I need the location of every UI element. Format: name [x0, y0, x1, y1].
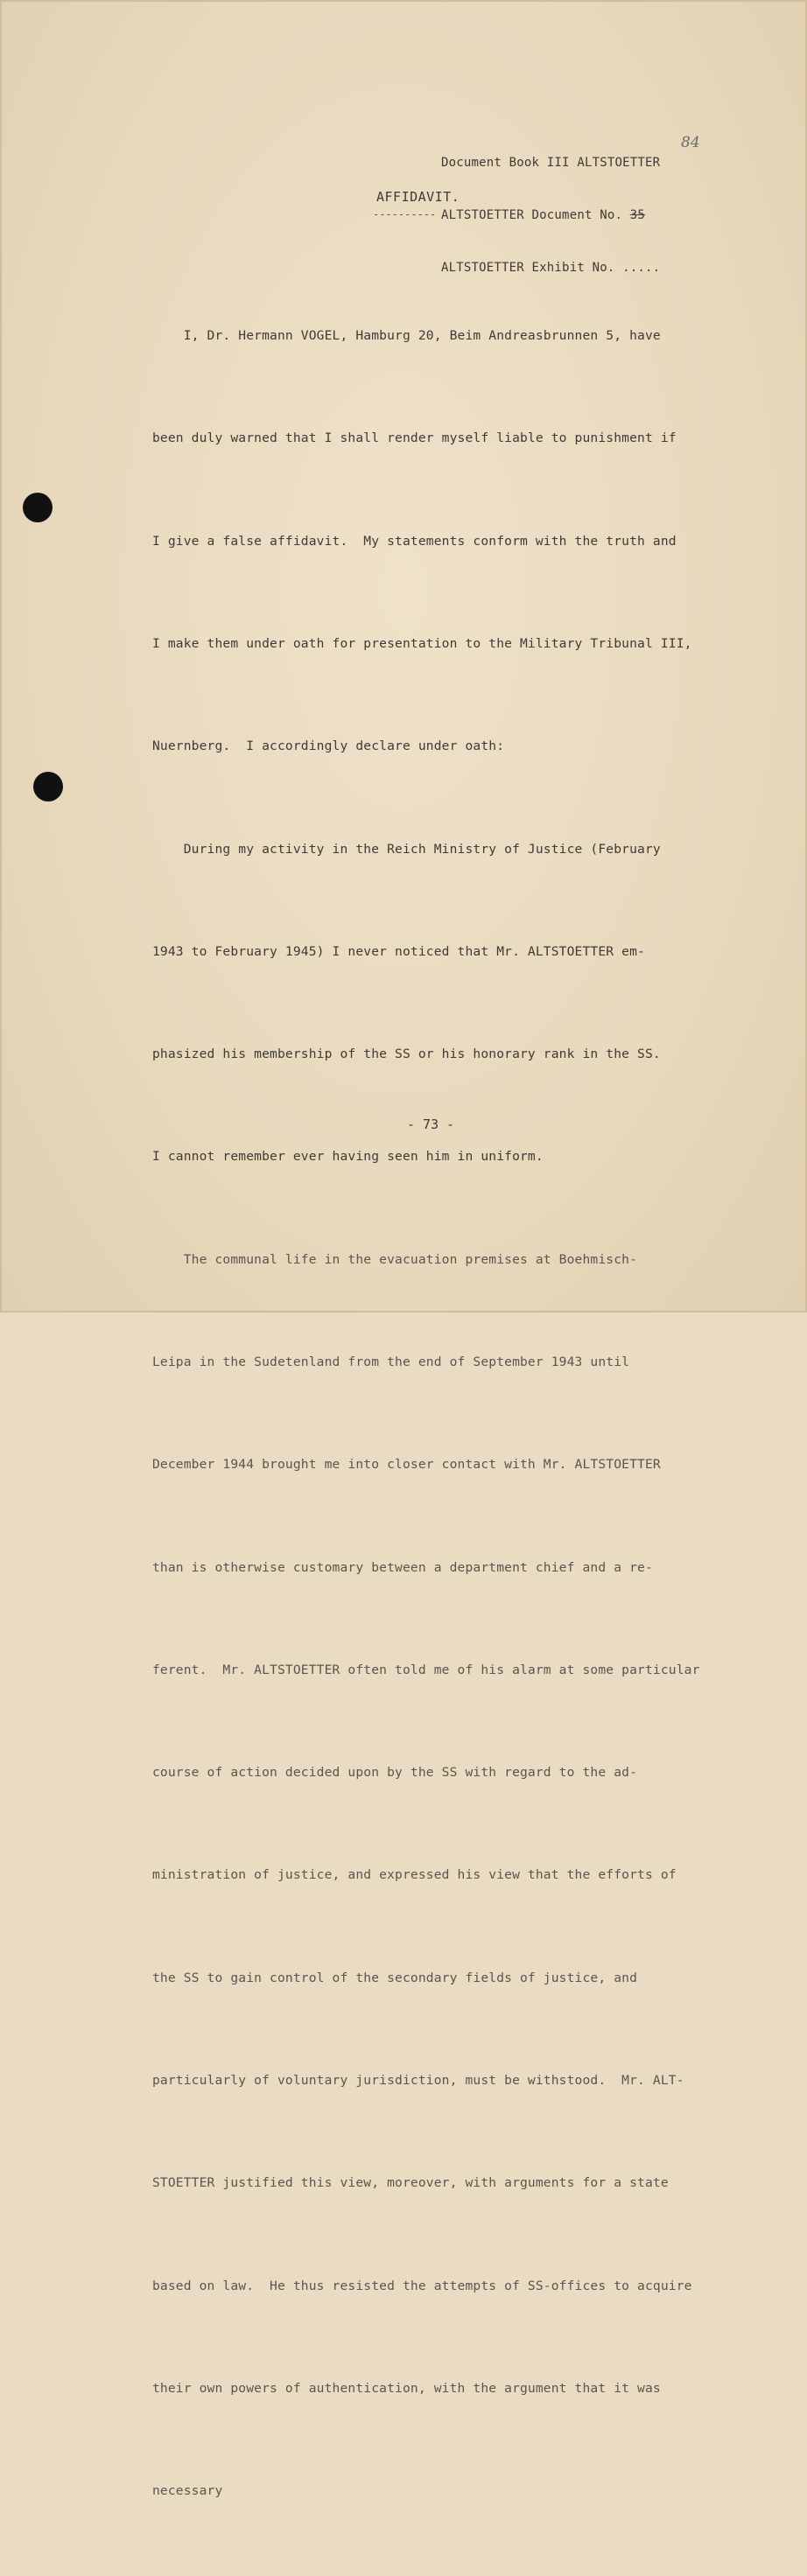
header-exhibit-line: ALTSTOETTER Exhibit No. .....: [441, 261, 661, 275]
body-line: 1943 to February 1945) I never noticed that Mr. ALTSTOETTER em-: [152, 943, 645, 959]
struck-document-number: 35: [629, 208, 645, 222]
body-line: particularly of voluntary jurisdiction, must be withstood. Mr. ALT-: [152, 2072, 684, 2088]
body-line: December 1944 brought me into closer contact with Mr. ALTSTOETTER: [152, 1457, 661, 1473]
body-line: their own powers of authentication, with the argument that it was: [152, 2380, 661, 2396]
body-line: STOETTER justified this view, moreover, with arguments for a state: [152, 2175, 669, 2191]
body-line: than is otherwise customary between a department chief and a re-: [152, 1559, 653, 1575]
body-line: The communal life in the evacuation premises at Boehmisch-: [152, 1251, 638, 1267]
body-line: I, Dr. Hermann VOGEL, Hamburg 20, Beim Andreasbrunnen 5, have: [152, 328, 661, 344]
punch-hole-top: [23, 493, 53, 522]
affidavit-body: [152, 250, 747, 2576]
body-line: based on law. He thus resisted the attempts of SS-offices to acquire: [152, 2278, 692, 2293]
body-line: the SS to gain control of the secondary fields of justice, and: [152, 1970, 638, 1985]
body-line: I cannot remember ever having seen him in uniform.: [152, 1149, 544, 1165]
page-number: - 73 -: [407, 1116, 455, 1132]
document-title: AFFIDAVIT.: [376, 189, 460, 205]
body-line: ferent. Mr. ALTSTOETTER often told me of his alarm at some particular: [152, 1662, 700, 1677]
body-line: I give a false affidavit. My statements conform with the truth and: [152, 533, 677, 549]
header-document-no-label: ALTSTOETTER Document No.: [441, 208, 630, 222]
body-line: phasized his membership of the SS or his honorary rank in the SS.: [152, 1046, 661, 1062]
title-underline: ----------: [373, 208, 437, 220]
body-line: During my activity in the Reich Ministry of Justice (February: [152, 841, 661, 857]
body-line: Nuernberg. I accordingly declare under oath:: [152, 738, 505, 754]
body-line: course of action decided upon by the SS with regard to the ad-: [152, 1765, 638, 1781]
header-document-no-line: [441, 206, 660, 224]
body-line: ministration of justice, and expressed his view that the efforts of: [152, 1867, 677, 1883]
body-line: I make them under oath for presentation to the Military Tribunal III,: [152, 636, 692, 652]
header-book-line: Document Book III ALTSTOETTER: [441, 156, 661, 170]
punch-hole-bottom: [33, 772, 63, 802]
body-line: necessary: [152, 2483, 223, 2499]
handwritten-document-number: 84: [681, 134, 700, 151]
body-line: Leipa in the Sudetenland from the end of September 1943 until: [152, 1354, 630, 1369]
body-line: been duly warned that I shall render myself liable to punishment if: [152, 430, 677, 446]
